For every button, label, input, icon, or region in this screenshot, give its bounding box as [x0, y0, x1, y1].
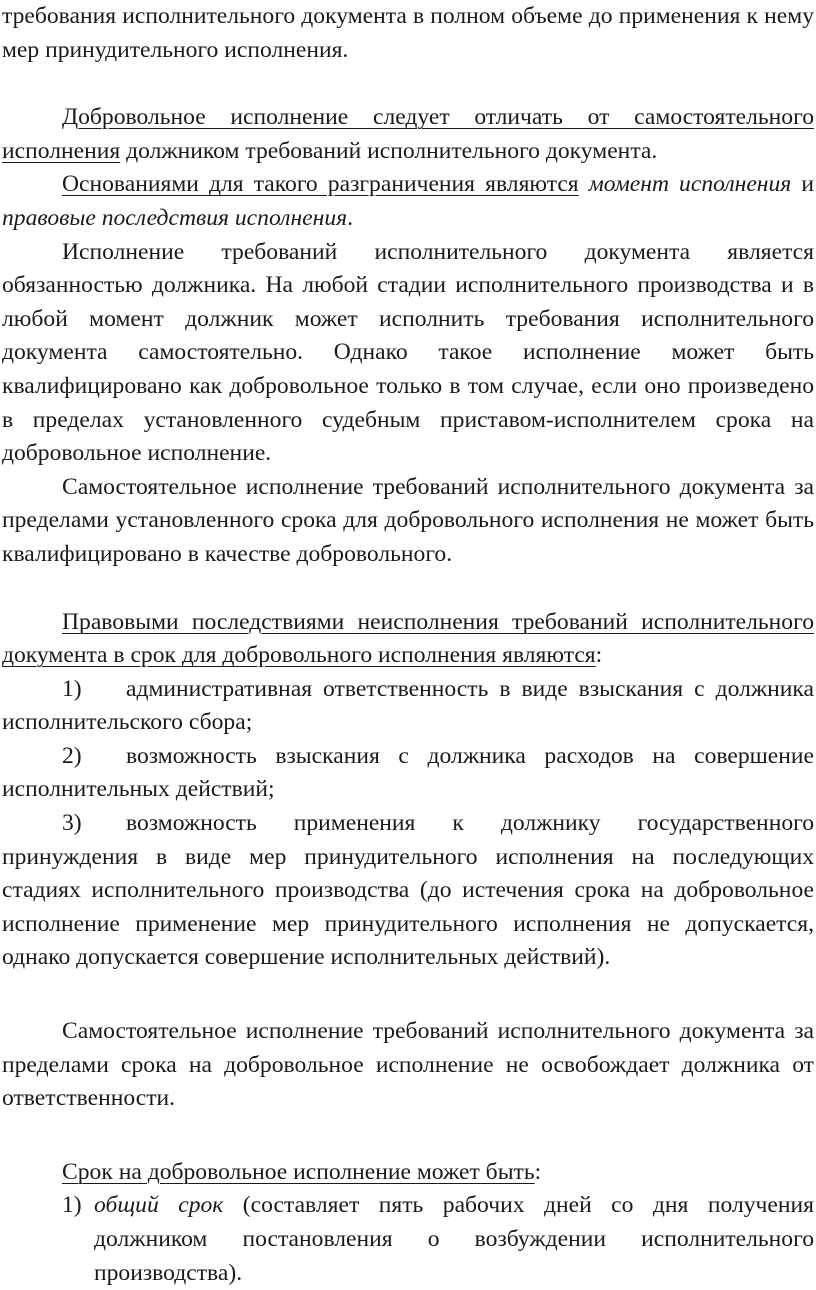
italic-term: общий срок	[94, 1192, 224, 1219]
italic-term: момент исполнения	[588, 171, 792, 198]
paragraph-text: должником требований исполнительного документа.	[120, 137, 658, 164]
list-item-text: возможность применения к должнику государственного принуждения в виде мер принудительного исполнения на последующих стадиях исполнительного производства (до истечения срока на добровольное исполнение применение мер принудительного исполнения не допускается, однако допускается совершение исполнительных действий).	[2, 810, 814, 971]
paragraph-term-heading	[2, 1156, 814, 1190]
paragraph-no-release: Самостоятельное исполнение требований исполнительного документа за пределами срока на добровольное исполнение не освобождает должника от ответственности.	[2, 1018, 814, 1112]
paragraph-grounds	[2, 168, 814, 235]
term-list-item	[2, 1189, 814, 1290]
paragraph-independent-execution: Самостоятельное исполнение требований исполнительного документа за пределами установленного срока для добровольного исполнения не может быть квалифицировано в качестве добровольного.	[2, 473, 814, 567]
paragraph-text: .	[347, 204, 353, 231]
underlined-phrase: Срок на добровольное исполнение может быть	[62, 1158, 535, 1185]
list-item-number: 1)	[62, 1192, 82, 1219]
list-item-text: административная ответственность в виде взыскания с должника исполнительского сбора;	[2, 675, 814, 736]
underlined-phrase: Основаниями для такого разграничения являются	[62, 171, 579, 198]
paragraph-text: :	[595, 642, 603, 669]
list-item-number: 2)	[62, 742, 82, 769]
list-item-text: (составляет пять рабочих дней со дня получения должником постановления о возбуждении исполнительного производства).	[94, 1192, 814, 1286]
paragraph-text: :	[534, 1158, 542, 1185]
paragraph-voluntary-vs-independent	[2, 101, 814, 168]
italic-term: правовые последствия исполнения	[2, 204, 348, 231]
paragraph-execution-duty: Исполнение требований исполнительного документа является обязанностью должника. На любой стадии исполнительного производства и в любой момент должник может исполнить требования исполнительного документа самостоятельно. Однако такое исполнение может быть квалифицировано как добровольное только в том случае, если оно произведено в пределах установленного судебным приставом-исполнителем срока на добровольное исполнение.	[2, 238, 814, 467]
paragraph-text: и	[791, 171, 814, 198]
underlined-phrase: Правовыми последствиями неисполнения требований исполнительного документа в срок для добровольного исполнения являются	[2, 608, 814, 669]
list-item	[2, 807, 814, 975]
list-item-text: возможность взыскания с должника расходов на совершение исполнительных действий;	[2, 742, 814, 803]
underlined-phrase: Добровольное исполнение следует отличать от самостоятельного исполнения	[2, 104, 814, 164]
list-item	[2, 740, 814, 807]
paragraph-continuation: требования исполнительного документа в полном объеме до применения к нему мер принудительного исполнения.	[2, 3, 814, 63]
list-item-number: 3)	[62, 810, 82, 837]
list-item	[2, 673, 814, 740]
list-item-number: 1)	[62, 675, 82, 702]
paragraph-legal-consequences	[2, 606, 814, 673]
